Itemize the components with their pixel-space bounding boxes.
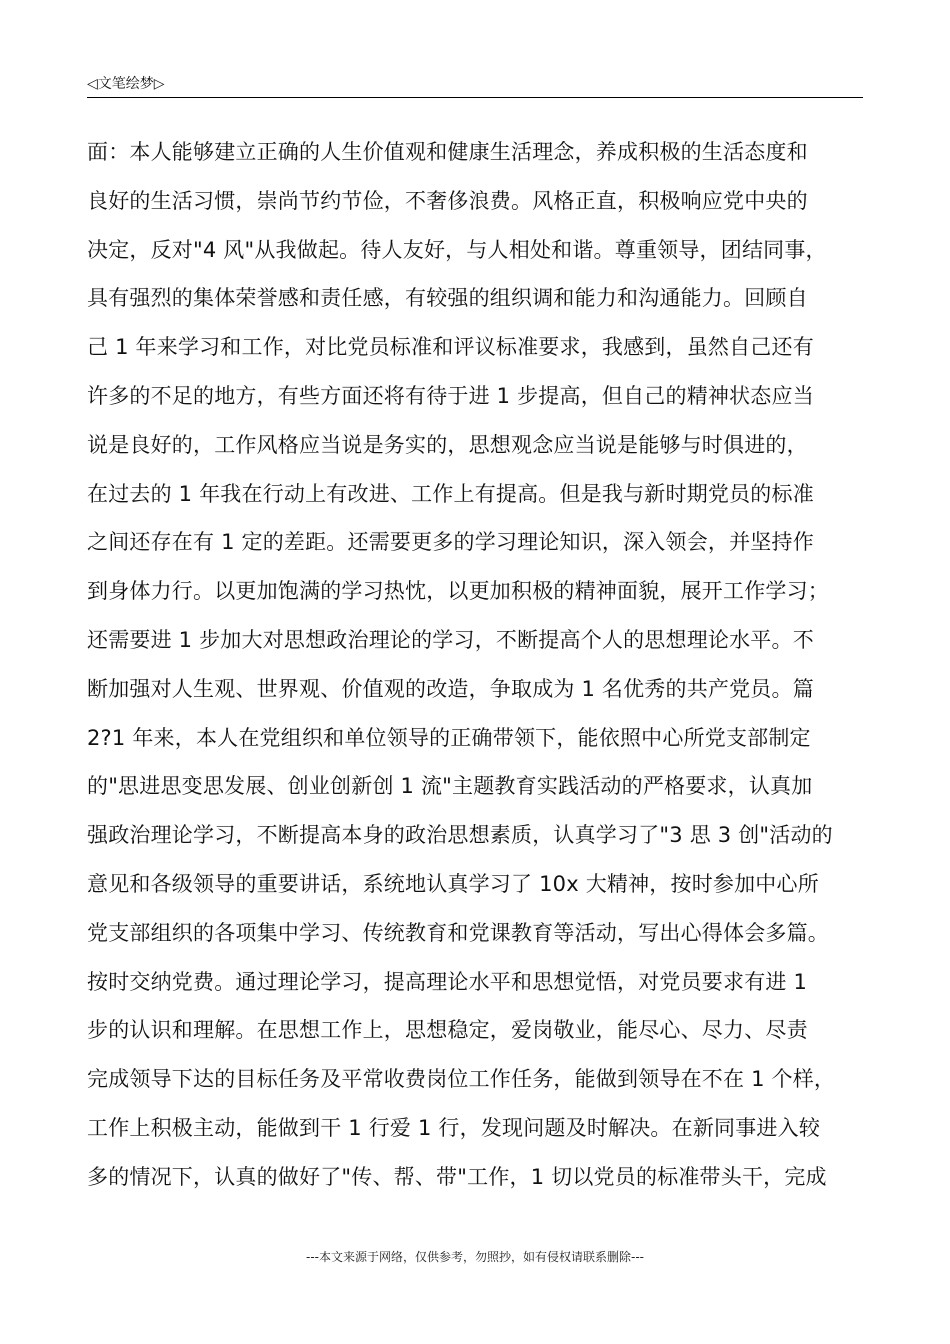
body-line: 之间还存在有 1 定的差距。还需要更多的学习理论知识，深入领会，并坚持作 (87, 530, 814, 555)
body-line: 强政治理论学习，不断提高本身的政治思想素质，认真学习了"3 思 3 创"活动的 (87, 823, 833, 848)
body-line: 的"思进思变思发展、创业创新创 1 流"主题教育实践活动的严格要求，认真加 (87, 774, 813, 799)
body-line: 多的情况下，认真的做好了"传、帮、带"工作，1 切以党员的标准带头干，完成 (87, 1164, 827, 1189)
body-line: 断加强对人生观、世界观、价值观的改造，争取成为 1 名优秀的共产党员。篇 (87, 676, 814, 701)
body-line: 工作上积极主动，能做到干 1 行爱 1 行，发现问题及时解决。在新同事进入较 (87, 1115, 821, 1140)
body-line: 意见和各级领导的重要讲话，系统地认真学习了 10x 大精神，按时参加中心所 (87, 871, 819, 896)
body-line: 到身体力行。以更加饱满的学习热忱，以更加积极的精神面貌，展开工作学习； (87, 579, 829, 604)
page-footer: ---本文来源于网络，仅供参考，勿照抄，如有侵权请联系删除--- (306, 1250, 644, 1264)
body-line: 完成领导下达的目标任务及平常收费岗位工作任务，能做到领导在不在 1 个样， (87, 1067, 836, 1092)
body-line: 在过去的 1 年我在行动上有改进、工作上有提高。但是我与新时期党员的标准 (87, 481, 814, 506)
body-line: 面：本人能够建立正确的人生价值观和健康生活理念，养成积极的生活态度和 (87, 140, 808, 164)
body-line: 己 1 年来学习和工作，对比党员标准和评议标准要求，我感到，虽然自己还有 (87, 335, 814, 360)
body-line: 步的认识和理解。在思想工作上，思想稳定，爱岗敬业，能尽心、尽力、尽责 (87, 1018, 808, 1043)
body-line: 良好的生活习惯，崇尚节约节俭，不奢侈浪费。风格正直，积极响应党中央的 (87, 188, 808, 213)
page-header (87, 74, 863, 98)
body-line: 按时交纳党费。通过理论学习，提高理论水平和思想觉悟，对党员要求有进 1 (87, 969, 808, 994)
body-line: 决定，反对"4 风"从我做起。待人友好，与人相处和谐。尊重领导，团结同事， (87, 237, 827, 262)
document-body (87, 130, 877, 1204)
body-line: 说是良好的，工作风格应当说是务实的，思想观念应当说是能够与时俱进的， (87, 432, 808, 457)
body-line: 还需要进 1 步加大对思想政治理论的学习，不断提高个人的思想理论水平。不 (87, 627, 814, 652)
header-divider (87, 97, 863, 98)
body-line: 党支部组织的各项集中学习、传统教育和党课教育等活动，写出心得体会多篇。 (87, 920, 829, 945)
body-line: 2?1 年来，本人在党组织和单位领导的正确带领下，能依照中心所党支部制定 (87, 725, 811, 750)
header-label: ◁文笔绘梦▷ (87, 76, 165, 92)
body-line: 具有强烈的集体荣誉感和责任感，有较强的组织调和能力和沟通能力。回顾自 (87, 286, 808, 311)
body-line: 许多的不足的地方，有些方面还将有待于进 1 步提高，但自己的精神状态应当 (87, 383, 814, 408)
